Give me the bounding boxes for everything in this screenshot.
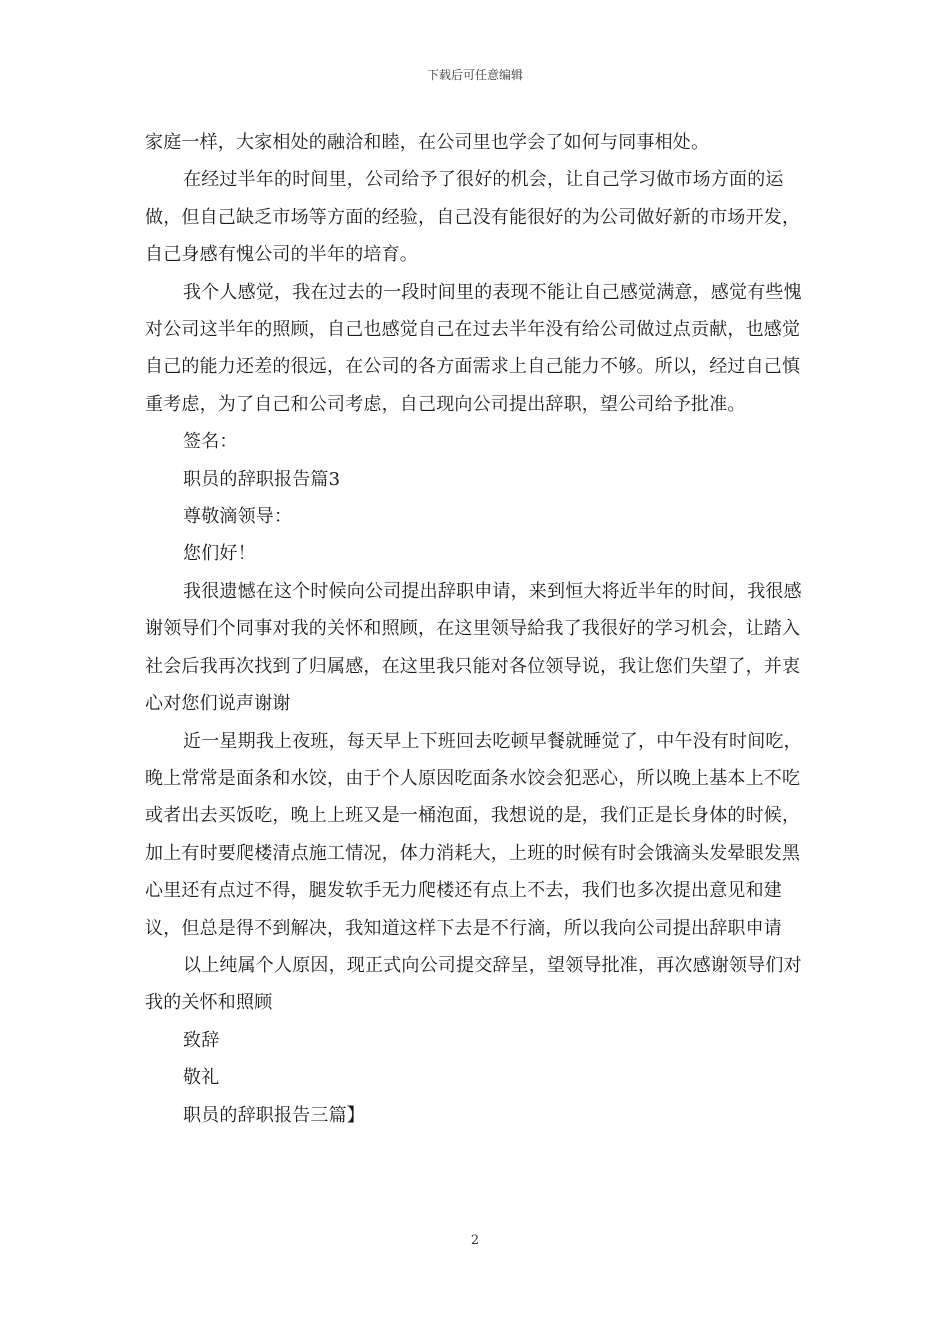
paragraph: 我很遗憾在这个时候向公司提出辞职申请，来到恒大将近半年的时间，我很感谢领导们个同事对我的关怀和照顾，在这里领导給我了我很好的学习机会，让踏入社会后我再次找到了归属感，在这里我只能对各位领导说，我让您们失望了，并衷心对您们说声谢谢: [145, 580, 802, 715]
paragraph: 我个人感觉，我在过去的一段时间里的表现不能让自己感觉满意，感觉有些愧对公司这半年的照顾，自己也感觉自己在过去半年没有给公司做过点贡献，也感觉自己的能力还差的很远，在公司的各方面需求上自己能力不够。所以，经过自己慎重考虑，为了自己和公司考虑，自己现向公司提出辞职，望公司给予批准。: [145, 281, 802, 415]
paragraph: 在经过半年的时间里，公司给予了很好的机会，让自己学习做市场方面的运做，但自己缺乏市场等方面的经验，自己没有能很好的为公司做好新的市场开发，自己身感有愧公司的半年的培育。: [145, 169, 801, 266]
signature-line: 签名：: [183, 431, 238, 453]
greeting: 您们好！: [183, 543, 256, 565]
section-title: 职员的辞职报告三篇】: [183, 1104, 365, 1126]
page-header: 下载后可任意编辑: [426, 68, 523, 82]
paragraph: 近一星期我上夜班，每天早上下班回去吃顿早餐就睡觉了，中午没有时间吃，晚上常常是面条和水饺，由于个人原因吃面条水饺会犯恶心，所以晚上基本上不吃或者出去买饭吃，晚上上班又是一桶泡面，我想说的是，我们正是长身体的时候，加上有时要爬楼清点施工情况，体力消耗大，上班的时候有时会饿滴头发晕眼发黑心里还有点过不得，腿发软手无力爬楼还有点上不去，我们也多次提出意见和建议，但总是得不到解决，我知道这样下去是不行滴，所以我向公司提出辞职申请: [145, 730, 802, 939]
closing-line: 致辞: [183, 1029, 220, 1051]
paragraph: 以上纯属个人原因，现正式向公司提交辞呈，望领导批准，再次感谢领导们对我的关怀和照顾: [145, 954, 802, 1014]
paragraph-continuation: 家庭一样，大家相处的融洽和睦，在公司里也学会了如何与同事相处。: [145, 132, 710, 153]
closing-line: 敬礼: [183, 1067, 220, 1089]
document-body: [145, 124, 815, 1134]
salutation: 尊敬滴领导：: [183, 506, 293, 528]
section-title: 职员的辞职报告篇3: [183, 468, 341, 490]
page-number: 2: [470, 1233, 480, 1248]
